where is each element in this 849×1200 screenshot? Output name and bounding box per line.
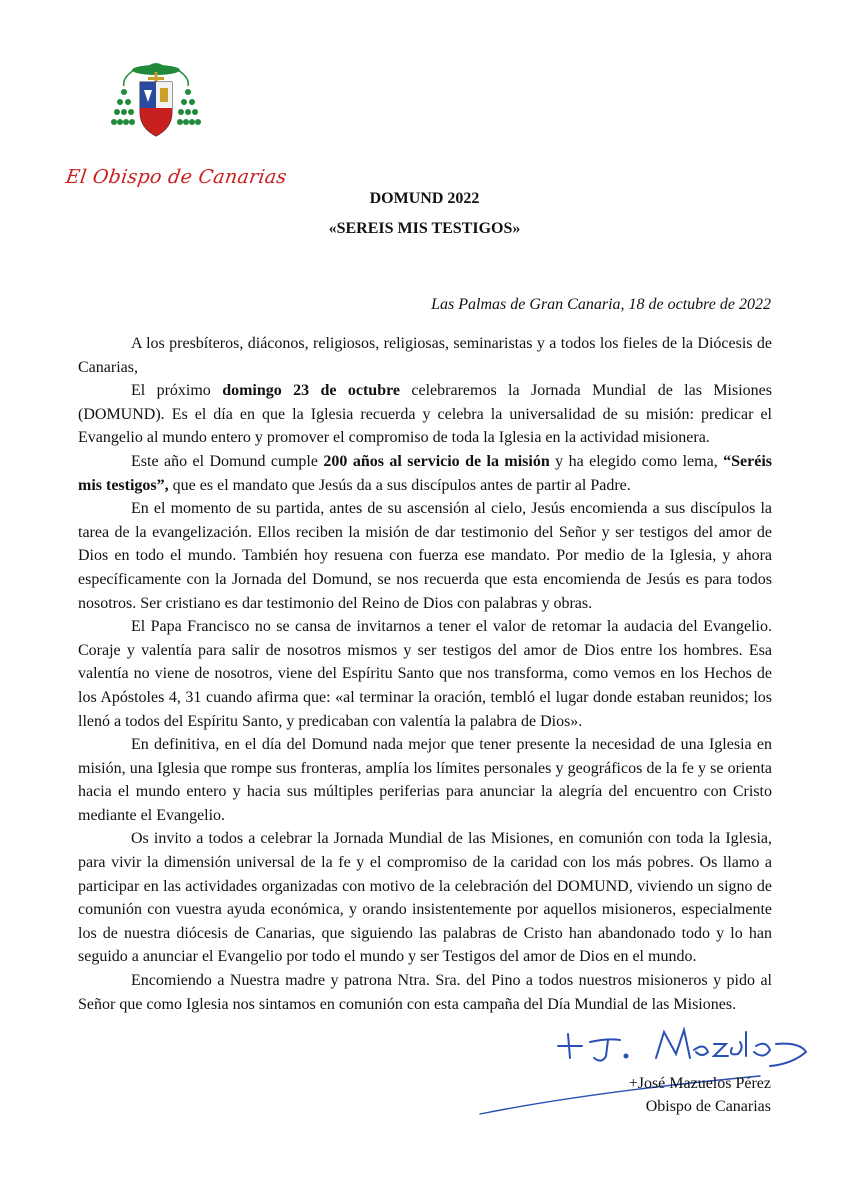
paragraph-pope: El Papa Francisco no se cansa de invitarnos a tener el valor de retomar la audacia del Evangelio. Coraje y valentía para salir de nosotros mismos y ser testigos del amor de Dios entre los hombres. Esa valentía no viene de nosotros, viene del Espíritu Santo que nos transforma, como vemos en los Hechos de los Apóstoles 4, 31 cuando afirma que: «al terminar la oración, tembló el lugar donde estaban reunidos; los llenó a todos del Espíritu Santo, y predicaban con valentía la palabra de Dios». [78, 618, 772, 730]
episcopal-coat-of-arms-icon [108, 56, 204, 156]
letterhead-brand: El Obispo de Canarias [64, 166, 289, 188]
document-title: DOMUND 2022 [369, 190, 480, 207]
paragraph-greeting: A los presbíteros, diáconos, religiosos, religiosas, seminaristas y a todos los fieles de la Diócesis de Canarias, [78, 335, 772, 376]
bold-date: domingo 23 de octubre [222, 382, 401, 400]
dateline: Las Palmas de Gran Canaria, 18 de octubre de 2022 [431, 296, 771, 313]
text-segment: Este año el Domund cumple [131, 452, 324, 470]
text-segment: y ha elegido como lema, [549, 452, 724, 470]
paragraph-closing: Encomiendo a Nuestra madre y patrona Ntra. Sra. del Pino a todos nuestros misioneros y pido al Señor que como Iglesia nos sintamos en comunión con esta campaña del Día Mundial de las Misiones. [78, 972, 772, 1013]
bold-anniversary: 200 años al servicio de la misión [323, 452, 550, 470]
bold-motto: “Seréis mis testigos”, [78, 452, 773, 494]
signer-block [629, 1072, 771, 1118]
signer-name: +José Mazuelos Pérez [628, 1075, 771, 1092]
text-segment: que es el mandato que Jesús da a sus discípulos antes de partir al Padre. [168, 476, 631, 494]
paragraph-church: En definitiva, en el día del Domund nada mejor que tener presente la necesidad de una Iglesia en misión, una Iglesia que rompe sus fronteras, amplía los límites personales y geográficos de la fe y se orienta hacia el mundo entero y hacia sus múltiples periferias para anunciar la alegría del encuentro con Cristo mediante el Evangelio. [78, 736, 772, 824]
text-segment: El próximo [131, 382, 223, 400]
signer-role: Obispo de Canarias [645, 1098, 771, 1115]
text-segment: celebraremos la Jornada Mundial de las Misiones (DOMUND). Es el día en que la Iglesia recuerda y celebra la universalidad de su misión: predicar el Evangelio al mundo entero y promover el compromiso de toda la Iglesia en la actividad misionera. [78, 382, 772, 447]
paragraph-domund-date [78, 379, 772, 450]
paragraph-invitation: Os invito a todos a celebrar la Jornada Mundial de las Misiones, en comunión con toda la Iglesia, para vivir la dimensión universal de la fe y el compromiso de la caridad con los más pobres. Os llamo a participar en las actividades organizadas con motivo de la celebración del DOMUND, viviendo un signo de comunión con vuestra ayuda económica, y orando insistentemente por aquellos misioneros, especialmente los de nuestra diócesis de Canarias, que siguiendo las palabras de Cristo han abandonado todo y lo han seguido a anunciar el Evangelio por todo el mundo y ser Testigos del amor de Dios en el mundo. [78, 830, 772, 966]
paragraph-anniversary [78, 450, 772, 497]
document-subtitle: «SEREIS MIS TESTIGOS» [328, 220, 521, 237]
letter-body [78, 332, 772, 1016]
paragraph-mission: En el momento de su partida, antes de su ascensión al cielo, Jesús encomienda a sus discípulos la tarea de la evangelización. Ellos reciben la misión de dar testimonio del Señor y ser testigos del amor de Dios en todo el mundo. También hoy resuena con fuerza ese mandato. Por medio de la Iglesia, y ahora específicamente con la Jornada del Domund, se nos recuerda que esta encomienda de Jesús es para todos nosotros. Ser cristiano es dar testimonio del Reino de Dios con palabras y obras. [78, 500, 772, 612]
